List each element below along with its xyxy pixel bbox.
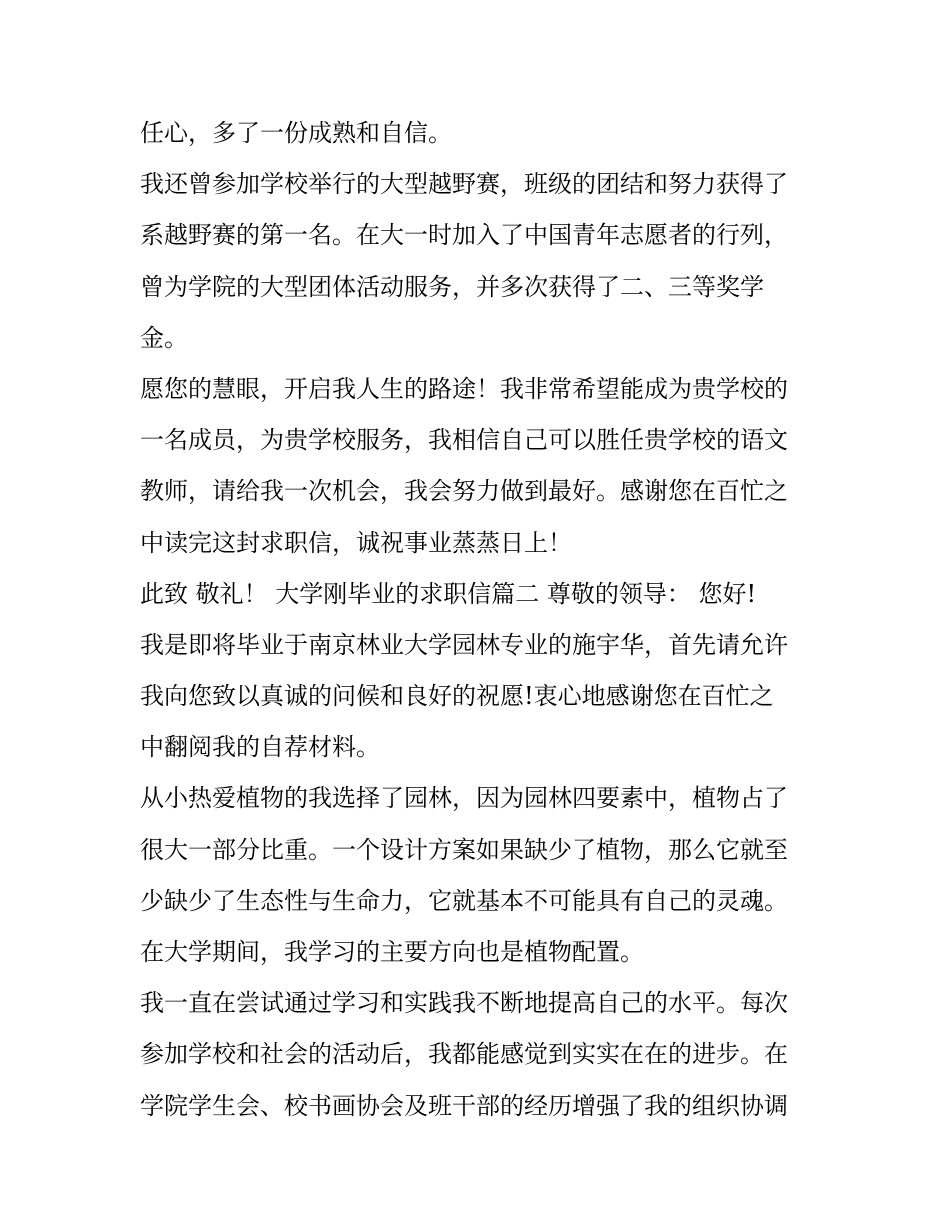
- text-line: 从小热爱植物的我选择了园林，因为园林四要素中，植物占了: [140, 784, 788, 813]
- text-line: 曾为学院的大型团体活动服务，并多次获得了二、三等奖学: [140, 272, 764, 301]
- text-line: 中读完这封求职信，诚祝事业蒸蒸日上！: [140, 528, 572, 557]
- text-line: 愿您的慧眼，开启我人生的路途！我非常希望能成为贵学校的: [140, 374, 788, 403]
- text-line: 我还曾参加学校举行的大型越野赛，班级的团结和努力获得了: [140, 170, 788, 199]
- text-line: 我是即将毕业于南京林业大学园林专业的施宇华，首先请允许: [140, 630, 788, 659]
- text-line: 中翻阅我的自荐材料。: [140, 733, 380, 762]
- text-line: 教师，请给我一次机会，我会努力做到最好。感谢您在百忙之: [140, 477, 788, 506]
- text-line: 很大一部分比重。一个设计方案如果缺少了植物，那么它就至: [140, 835, 788, 864]
- text-line: 少缺少了生态性与生命力，它就基本不可能具有自己的灵魂。: [140, 886, 788, 915]
- text-line: 我向您致以真诚的问候和良好的祝愿!衷心地感谢您在百忙之: [140, 682, 774, 711]
- text-line: 金。: [140, 323, 188, 352]
- text-line: 学院学生会、校书画协会及班干部的经历增强了我的组织协调: [140, 1091, 788, 1120]
- text-line: 我一直在尝试通过学习和实践我不断地提高自己的水平。每次: [140, 989, 788, 1018]
- text-line: 系越野赛的第一名。在大一时加入了中国青年志愿者的行列，: [140, 221, 788, 250]
- text-line: 在大学期间，我学习的主要方向也是植物配置。: [140, 938, 644, 966]
- text-line: 此致 敬礼！ 大学刚毕业的求职信篇二 尊敬的领导： 您好!: [140, 579, 757, 608]
- document-body: [140, 108, 820, 1132]
- text-line: 参加学校和社会的活动后，我都能感觉到实实在在的进步。在: [140, 1040, 788, 1069]
- text-line: 一名成员，为贵学校服务，我相信自己可以胜任贵学校的语文: [140, 426, 788, 455]
- text-line: 任心，多了一份成熟和自信。: [140, 119, 452, 147]
